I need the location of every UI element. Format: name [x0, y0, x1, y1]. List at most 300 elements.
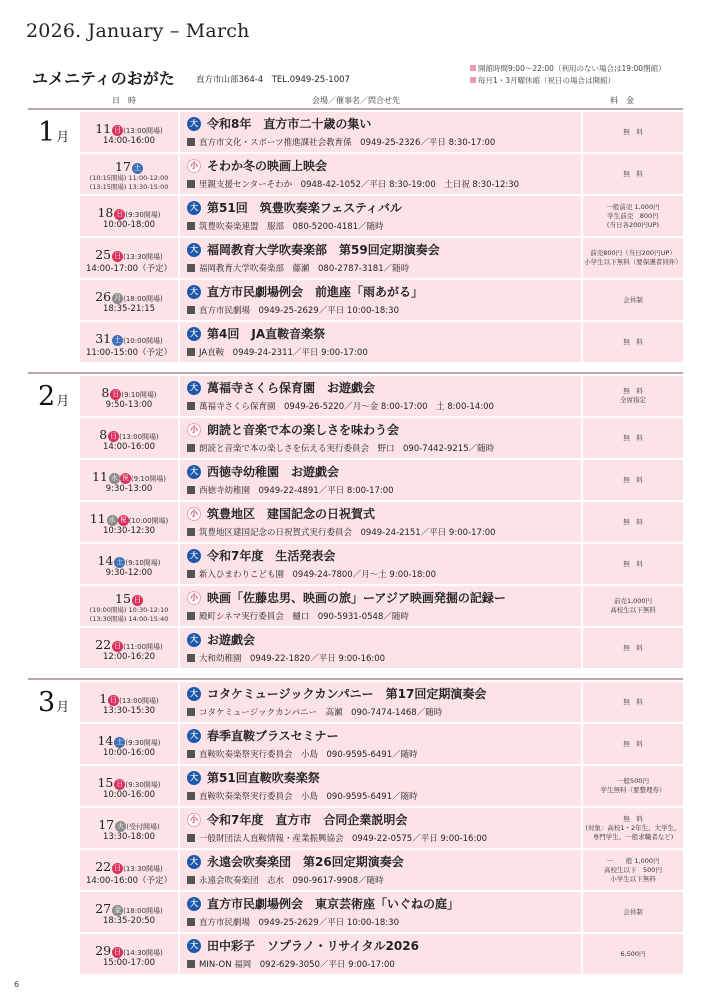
event-open-time: (9:10開場) — [130, 475, 167, 483]
contact-square-icon — [187, 876, 195, 884]
event-fee: 前売800円（当日200円UP） 小学生以下無料（要保護者同伴） — [583, 238, 683, 278]
contact-square-icon — [187, 750, 195, 758]
event-title: 第4回 JA直鞍音楽祭 — [207, 327, 326, 341]
event-day: 17 — [115, 159, 131, 174]
venue-address: 直方市山部364-4 TEL.0949-25-1007 — [196, 75, 350, 85]
event-organizer — [187, 346, 368, 358]
event-title: コタケミュージックカンパニー 第17回定期演奏会 — [207, 687, 487, 701]
event-date — [80, 688, 178, 707]
event-title: 永遠会吹奏楽団 第26回定期演奏会 — [207, 855, 404, 869]
event-time: 10:00-18:00 — [102, 220, 156, 230]
event-date — [80, 940, 178, 959]
event-organizer — [187, 262, 409, 274]
event-organizer — [187, 442, 494, 454]
event-time: 18:35-21:15 — [102, 304, 156, 314]
event-fee: 無 料 — [583, 682, 683, 722]
opening-hours-text: 開館時間9:00～22:00（利用のない場合は19:00閉館） — [478, 64, 666, 73]
event-organizer-text: 殿町シネマ実行委員会 樋口 090-5931-0548／随時 — [199, 612, 409, 622]
opening-hours-note — [470, 63, 666, 75]
event-title: 直方市民劇場例会 前進座「雨あがる」 — [207, 285, 424, 299]
hall-size-badge: 大 — [187, 687, 201, 701]
contact-square-icon — [187, 528, 195, 536]
event-organizer — [187, 304, 399, 316]
hall-size-badge: 大 — [187, 771, 201, 785]
event-date-cell — [80, 850, 178, 890]
event-date-cell — [80, 682, 178, 722]
event-row — [80, 544, 683, 584]
event-date-cell — [80, 724, 178, 764]
event-day: 18 — [97, 205, 114, 220]
weekday-badge: 土 — [116, 558, 124, 566]
event-date — [80, 328, 178, 347]
contact-square-icon — [187, 444, 195, 452]
event-time: 9:30-13:00 — [105, 484, 153, 494]
hall-size-badge: 大 — [187, 381, 201, 395]
event-info-cell — [180, 892, 581, 932]
event-title: そわか冬の映画上映会 — [207, 159, 328, 173]
event-row — [80, 586, 683, 626]
event-organizer — [187, 706, 442, 718]
contact-square-icon — [187, 654, 195, 662]
weekday-badge: 土 — [114, 336, 122, 344]
event-organizer — [187, 874, 384, 886]
contact-square-icon — [187, 612, 195, 620]
event-fee: 無 料 — [583, 724, 683, 764]
event-organizer-text: 新入ひまわりこども園 0949-24-7800／月～土 9:00-18:00 — [199, 570, 437, 580]
event-title: 春季直鞍ブラスセミナー — [207, 729, 339, 743]
weekday-badge: 日 — [114, 252, 122, 260]
event-date-cell — [80, 238, 178, 278]
event-row — [80, 196, 683, 236]
venue-name: ユメニティのおがた — [32, 69, 175, 88]
event-open-time: (受付開場) — [126, 823, 160, 831]
event-organizer — [187, 610, 409, 622]
event-open-time: (9:30開場) — [125, 211, 161, 219]
event-row — [80, 418, 683, 458]
event-info-cell — [180, 586, 581, 626]
event-row — [80, 850, 683, 890]
event-row — [80, 376, 683, 416]
holiday-badge: 祝 — [119, 516, 127, 524]
event-open-time: (9:10開場) — [121, 391, 157, 399]
event-info-cell — [180, 934, 581, 974]
event-open-time: (9:10開場) — [125, 559, 161, 567]
weekday-badge: 土 — [116, 738, 124, 746]
event-organizer — [187, 916, 399, 928]
contact-square-icon — [187, 918, 195, 926]
event-date — [80, 424, 178, 443]
event-open-time: (9:30開場) — [125, 739, 161, 747]
event-time: 14:00-16:00 — [102, 442, 156, 452]
event-session-1: (10:00開場) 10:30-12:10 — [89, 606, 169, 614]
event-organizer-text: 一般財団法人直鞍情報・産業振興協会 0949-22-0575／平日 9:00-16:00 — [199, 834, 488, 844]
event-day: 22 — [95, 637, 112, 652]
event-date — [80, 508, 178, 527]
event-organizer — [187, 832, 487, 844]
weekday-badge: 水 — [108, 516, 116, 524]
event-date — [80, 898, 178, 917]
weekday-badge: 日 — [133, 596, 141, 604]
event-info-cell — [180, 544, 581, 584]
hall-size-badge: 小 — [187, 813, 201, 827]
event-day: 14 — [97, 553, 114, 568]
contact-square-icon — [187, 138, 195, 146]
event-day: 11 — [95, 121, 112, 136]
event-date-cell — [80, 322, 178, 362]
event-organizer — [187, 568, 436, 580]
event-row — [80, 628, 683, 668]
event-date-cell — [80, 544, 178, 584]
month-separator — [28, 372, 683, 374]
event-organizer — [187, 790, 418, 802]
event-organizer-text: 里親支援センターそわか 0948-42-1052／平日 8:30-19:00 土日祝 8:30-12:30 — [199, 180, 520, 190]
weekday-badge: 日 — [112, 390, 120, 398]
event-date — [80, 856, 178, 875]
weekday-badge: 水 — [110, 474, 118, 482]
event-title: 第51回直鞍吹奏楽祭 — [207, 771, 320, 785]
weekday-badge: 日 — [116, 780, 124, 788]
event-info-cell — [180, 376, 581, 416]
event-organizer — [187, 958, 395, 970]
event-fee: 無 料 — [583, 628, 683, 668]
hall-size-badge: 小 — [187, 159, 201, 173]
event-title: 第51回 筑豊吹奏楽フェスティバル — [207, 201, 402, 215]
event-fee: 無 料 — [583, 418, 683, 458]
event-organizer — [187, 178, 519, 190]
holiday-badge: 祝 — [121, 474, 129, 482]
event-title: 令和7年度 生活発表会 — [207, 549, 336, 563]
event-day: 8 — [101, 385, 110, 400]
weekday-badge: 月 — [114, 294, 122, 302]
event-organizer-text: 西徳寺幼稚園 0949-22-4891／平日 8:00-17:00 — [199, 486, 394, 496]
event-open-time: (13:30開場) — [123, 865, 163, 873]
contact-square-icon — [187, 834, 195, 842]
event-organizer — [187, 526, 496, 538]
event-info-cell — [180, 682, 581, 722]
event-date-cell — [80, 460, 178, 500]
event-date — [80, 550, 178, 569]
event-organizer — [187, 484, 394, 496]
event-fee: 一般前売 1,000円 学生前売 800円 (当日各200円UP) — [583, 196, 683, 236]
closed-days-text: 毎月1・3月曜休館（祝日の場合は開館） — [478, 76, 616, 85]
event-row — [80, 682, 683, 722]
event-info-cell — [180, 850, 581, 890]
event-info-cell — [180, 766, 581, 806]
event-day: 15 — [115, 591, 131, 606]
hall-size-badge: 小 — [187, 423, 201, 437]
event-row — [80, 112, 683, 152]
event-date-cell — [80, 418, 178, 458]
event-info-cell — [180, 112, 581, 152]
event-fee: 無 料 — [583, 322, 683, 362]
event-row — [80, 766, 683, 806]
weekday-badge: 日 — [114, 126, 122, 134]
event-open-time: (13:00開場) — [119, 697, 159, 705]
event-info-cell — [180, 724, 581, 764]
event-date-cell — [80, 376, 178, 416]
event-open-time: (13:00開場) — [119, 433, 159, 441]
period-title: 2026. January – March — [26, 20, 250, 42]
event-title: 福岡教育大学吹奏楽部 第59回定期演奏会 — [207, 243, 440, 257]
hall-size-badge: 大 — [187, 549, 201, 563]
event-organizer-text: 永遠会吹奏楽団 志水 090-9617-9908／随時 — [199, 876, 384, 886]
event-organizer — [187, 136, 495, 148]
event-organizer-text: 福岡教育大学吹奏楽部 藤瀬 080-2787-3181／随時 — [199, 264, 410, 274]
event-date-cell — [80, 154, 178, 194]
event-fee: 会員制 — [583, 892, 683, 932]
contact-square-icon — [187, 570, 195, 578]
event-day: 14 — [97, 733, 114, 748]
event-row — [80, 154, 683, 194]
event-info-cell — [180, 502, 581, 542]
event-organizer-text: 直鞍吹奏楽祭実行委員会 小島 090-9595-6491／随時 — [199, 750, 418, 760]
event-date-cell — [80, 112, 178, 152]
event-time: 10:30-12:30 — [102, 526, 156, 536]
event-info-cell — [180, 280, 581, 320]
month-label-march: 3月 — [38, 687, 70, 718]
contact-square-icon — [187, 792, 195, 800]
event-date-cell — [80, 502, 178, 542]
event-title: 直方市民劇場例会 東京芸術座「いぐねの庭」 — [207, 897, 460, 911]
event-day: 11 — [89, 511, 106, 526]
event-open-time: (13:00開場) — [123, 127, 163, 135]
event-title: 西徳寺幼稚園 お遊戯会 — [207, 465, 340, 479]
event-fee: 無 料 — [583, 502, 683, 542]
event-time: 10:00-16:00 — [102, 790, 156, 800]
event-session-2: (13:15開場) 13:30-15:00 — [89, 183, 169, 191]
event-open-time: (18:00開場) — [123, 295, 163, 303]
contact-square-icon — [187, 708, 195, 716]
event-date-cell — [80, 196, 178, 236]
event-date — [80, 730, 178, 749]
event-info-cell — [180, 322, 581, 362]
event-day: 26 — [95, 289, 112, 304]
event-fee: 6,500円 — [583, 934, 683, 974]
hall-size-badge: 大 — [187, 939, 201, 953]
event-row — [80, 724, 683, 764]
event-date — [80, 634, 178, 653]
event-open-time: (9:30開場) — [125, 781, 161, 789]
hall-size-badge: 大 — [187, 855, 201, 869]
event-info-cell — [180, 196, 581, 236]
month-label-february: 2月 — [38, 381, 70, 412]
event-day: 8 — [99, 427, 108, 442]
hall-size-badge: 大 — [187, 243, 201, 257]
event-open-time: (13:30開場) — [123, 253, 163, 261]
event-title: 令和8年 直方市二十歳の集い — [207, 117, 372, 131]
event-day: 25 — [95, 247, 112, 262]
opening-notes — [470, 63, 666, 87]
event-date-cell — [80, 934, 178, 974]
event-title: 朗読と音楽で本の楽しさを味わう会 — [207, 423, 400, 437]
hall-size-badge: 小 — [187, 507, 201, 521]
month-separator — [28, 678, 683, 680]
event-organizer-text: コタケミュージックカンパニー 高瀬 090-7474-1468／随時 — [199, 708, 443, 718]
event-date-cell — [80, 586, 178, 626]
event-date — [80, 202, 178, 221]
contact-square-icon — [187, 486, 195, 494]
hall-size-badge: 大 — [187, 285, 201, 299]
event-date — [80, 466, 178, 485]
event-time: 13:30-18:00 — [102, 832, 156, 842]
event-row — [80, 502, 683, 542]
weekday-badge: 金 — [114, 906, 122, 914]
weekday-badge: 日 — [110, 432, 118, 440]
event-info-cell — [180, 460, 581, 500]
event-organizer-text: 直方市民劇場 0949-25-2629／平日 10:00-18:30 — [199, 918, 399, 928]
contact-square-icon — [187, 348, 195, 356]
event-session-1: (10:15開場) 11:00-12:00 — [89, 174, 169, 182]
event-time: 14:00-16:00（予定） — [85, 876, 173, 886]
event-organizer-text: 筑豊地区建国記念の日祝賀式実行委員会 0949-24-2151／平日 9:00-17:00 — [199, 528, 496, 538]
event-fee: 前売1,000円 高校生以下無料 — [583, 586, 683, 626]
event-open-time: (10:00開場) — [128, 517, 169, 525]
event-title: お遊戯会 — [207, 633, 256, 647]
hall-size-badge: 大 — [187, 201, 201, 215]
hall-size-badge: 大 — [187, 897, 201, 911]
event-title: 萬福寺さくら保育園 お遊戯会 — [207, 381, 376, 395]
weekday-badge: 日 — [116, 210, 124, 218]
month-label-january: 1月 — [38, 117, 70, 148]
column-header-event: 会場／催事名／問合せ先 — [312, 96, 400, 105]
column-header-date: 日 時 — [112, 96, 136, 105]
weekday-badge: 日 — [114, 642, 122, 650]
event-open-time: (18:00開場) — [123, 907, 163, 915]
event-date — [80, 118, 178, 137]
contact-square-icon — [187, 180, 195, 188]
event-title: 令和7年度 直方市 合同企業説明会 — [207, 813, 408, 827]
contact-square-icon — [187, 264, 195, 272]
weekday-badge: 火 — [117, 822, 125, 830]
contact-square-icon — [187, 222, 195, 230]
hall-size-badge: 大 — [187, 327, 201, 341]
event-info-cell — [180, 238, 581, 278]
event-row — [80, 280, 683, 320]
event-row — [80, 892, 683, 932]
hall-size-badge: 大 — [187, 117, 201, 131]
event-open-time: (10:00開場) — [123, 337, 163, 345]
event-date — [80, 382, 178, 401]
event-time: 10:00-16:00 — [102, 748, 156, 758]
event-fee: 無 料 — [583, 154, 683, 194]
event-open-time: (11:00開場) — [123, 643, 163, 651]
event-info-cell — [180, 628, 581, 668]
event-day: 27 — [95, 901, 112, 916]
event-fee: 無 料 — [583, 460, 683, 500]
event-date — [80, 286, 178, 305]
event-fee: 無 料 — [583, 112, 683, 152]
event-day: 17 — [98, 817, 115, 832]
event-date-cell — [80, 628, 178, 668]
bullet-square-icon — [470, 77, 476, 83]
column-header-fee: 料 金 — [610, 96, 634, 105]
event-time: 18:35-20:50 — [102, 916, 156, 926]
month-separator — [28, 108, 683, 110]
event-date — [80, 772, 178, 791]
event-organizer — [187, 400, 494, 412]
page-number: 6 — [14, 980, 20, 989]
event-info-cell — [180, 154, 581, 194]
hall-size-badge: 大 — [187, 729, 201, 743]
event-time: 14:00-17:00（予定） — [85, 264, 173, 274]
contact-square-icon — [187, 402, 195, 410]
event-organizer-text: 直方市民劇場 0949-25-2629／平日 10:00-18:30 — [199, 306, 399, 316]
event-date-cell — [80, 892, 178, 932]
hall-size-badge: 小 — [187, 591, 201, 605]
event-title: 映画「佐藤忠男、映画の旅」ーアジア映画発掘の記録ー — [207, 591, 506, 605]
event-date-cell — [80, 280, 178, 320]
event-time: 12:00-16:20 — [102, 652, 156, 662]
event-day: 11 — [91, 469, 108, 484]
event-row — [80, 934, 683, 974]
event-date-cell — [80, 808, 178, 848]
event-organizer — [187, 748, 418, 760]
event-organizer-text: 筑豊吹奏楽連盟 服部 080-5200-4181／随時 — [199, 222, 384, 232]
event-organizer — [187, 652, 385, 664]
event-title: 筑豊地区 建国記念の日祝賀式 — [207, 507, 376, 521]
contact-square-icon — [187, 306, 195, 314]
event-row — [80, 808, 683, 848]
contact-square-icon — [187, 960, 195, 968]
event-date — [80, 814, 178, 833]
event-row — [80, 238, 683, 278]
event-time: 9:50-13:00 — [105, 400, 153, 410]
weekday-badge: 土 — [133, 164, 141, 172]
event-organizer-text: JA直鞍 0949-24-2311／平日 9:00-17:00 — [199, 348, 368, 358]
event-organizer-text: 直方市文化・スポーツ推進課社会教育係 0949-25-2326／平日 8:30-17:00 — [199, 138, 496, 148]
event-open-time: (14:30開場) — [123, 949, 163, 957]
weekday-badge: 日 — [114, 948, 122, 956]
event-day: 29 — [95, 943, 112, 958]
event-day: 15 — [97, 775, 114, 790]
closed-days-note — [470, 75, 666, 87]
event-title: 田中彩子 ソプラノ・リサイタル2026 — [207, 939, 419, 953]
event-time: 14:00-16:00 — [102, 136, 156, 146]
event-fee: 無 料 — [583, 544, 683, 584]
event-row — [80, 460, 683, 500]
weekday-badge: 日 — [110, 696, 118, 704]
event-fee: 一 般 1,000円 高校生以下 500円 小学生以下無料 — [583, 850, 683, 890]
hall-size-badge: 大 — [187, 633, 201, 647]
event-time: 9:30-12:00 — [105, 568, 153, 578]
event-fee: 無 料 全席指定 — [583, 376, 683, 416]
event-organizer-text: 萬福寺さくら保育園 0949-26-5220／月～金 8:00-17:00 土 8:00-14:00 — [199, 402, 494, 412]
event-organizer-text: 大和幼稚園 0949-22-1820／平日 9:00-16:00 — [199, 654, 386, 664]
event-fee: 会員制 — [583, 280, 683, 320]
event-time: 11:00-15:00（予定） — [85, 348, 173, 358]
hall-size-badge: 大 — [187, 465, 201, 479]
event-day: 22 — [95, 859, 112, 874]
event-session-2: (13:30開場) 14:00-15:40 — [89, 615, 169, 623]
event-time: 13:30-15:30 — [102, 706, 156, 716]
event-organizer-text: MIN-ON 福岡 092-629-3050／平日 9:00-17:00 — [199, 960, 395, 970]
event-organizer-text: 直鞍吹奏楽祭実行委員会 小島 090-9595-6491／随時 — [199, 792, 418, 802]
weekday-badge: 日 — [114, 864, 122, 872]
event-date — [80, 244, 178, 263]
event-date-cell — [80, 766, 178, 806]
event-day: 31 — [95, 331, 112, 346]
event-row — [80, 322, 683, 362]
event-fee: 一般500円 学生無料（要整理券） — [583, 766, 683, 806]
event-info-cell — [180, 808, 581, 848]
event-organizer — [187, 220, 384, 232]
event-fee: 無 料 (対象：高校1・2年生、大学生、 専門学生、一般求職者など) — [583, 808, 683, 848]
event-time: 15:00-17:00 — [102, 958, 156, 968]
event-info-cell — [180, 418, 581, 458]
bullet-square-icon — [470, 65, 476, 71]
event-organizer-text: 朗読と音楽で本の楽しさを伝える実行委員会 野口 090-7442-9215／随時 — [199, 444, 495, 454]
event-day: 1 — [99, 691, 108, 706]
